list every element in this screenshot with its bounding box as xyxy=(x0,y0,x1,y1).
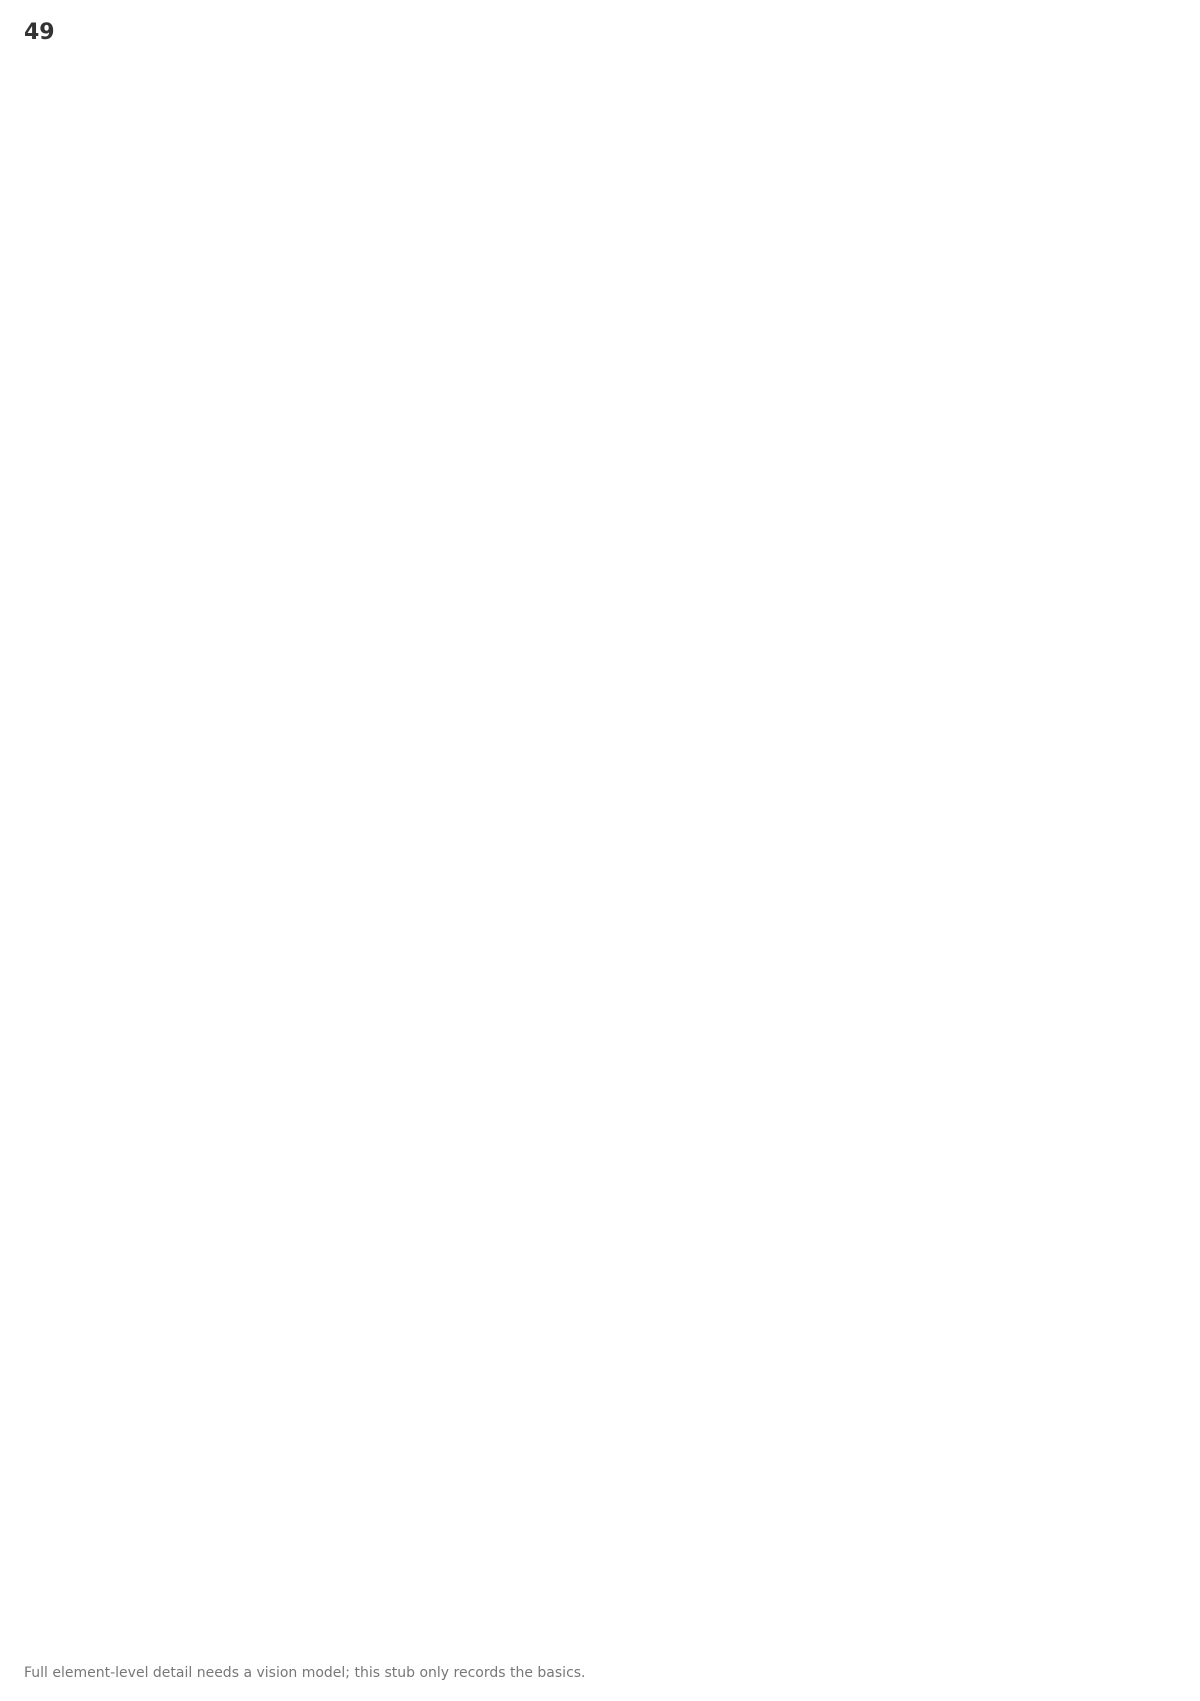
caption: Full element-level detail needs a vision model; this stub only records the basics. xyxy=(24,1665,586,1681)
page-title: 49 xyxy=(24,20,55,45)
